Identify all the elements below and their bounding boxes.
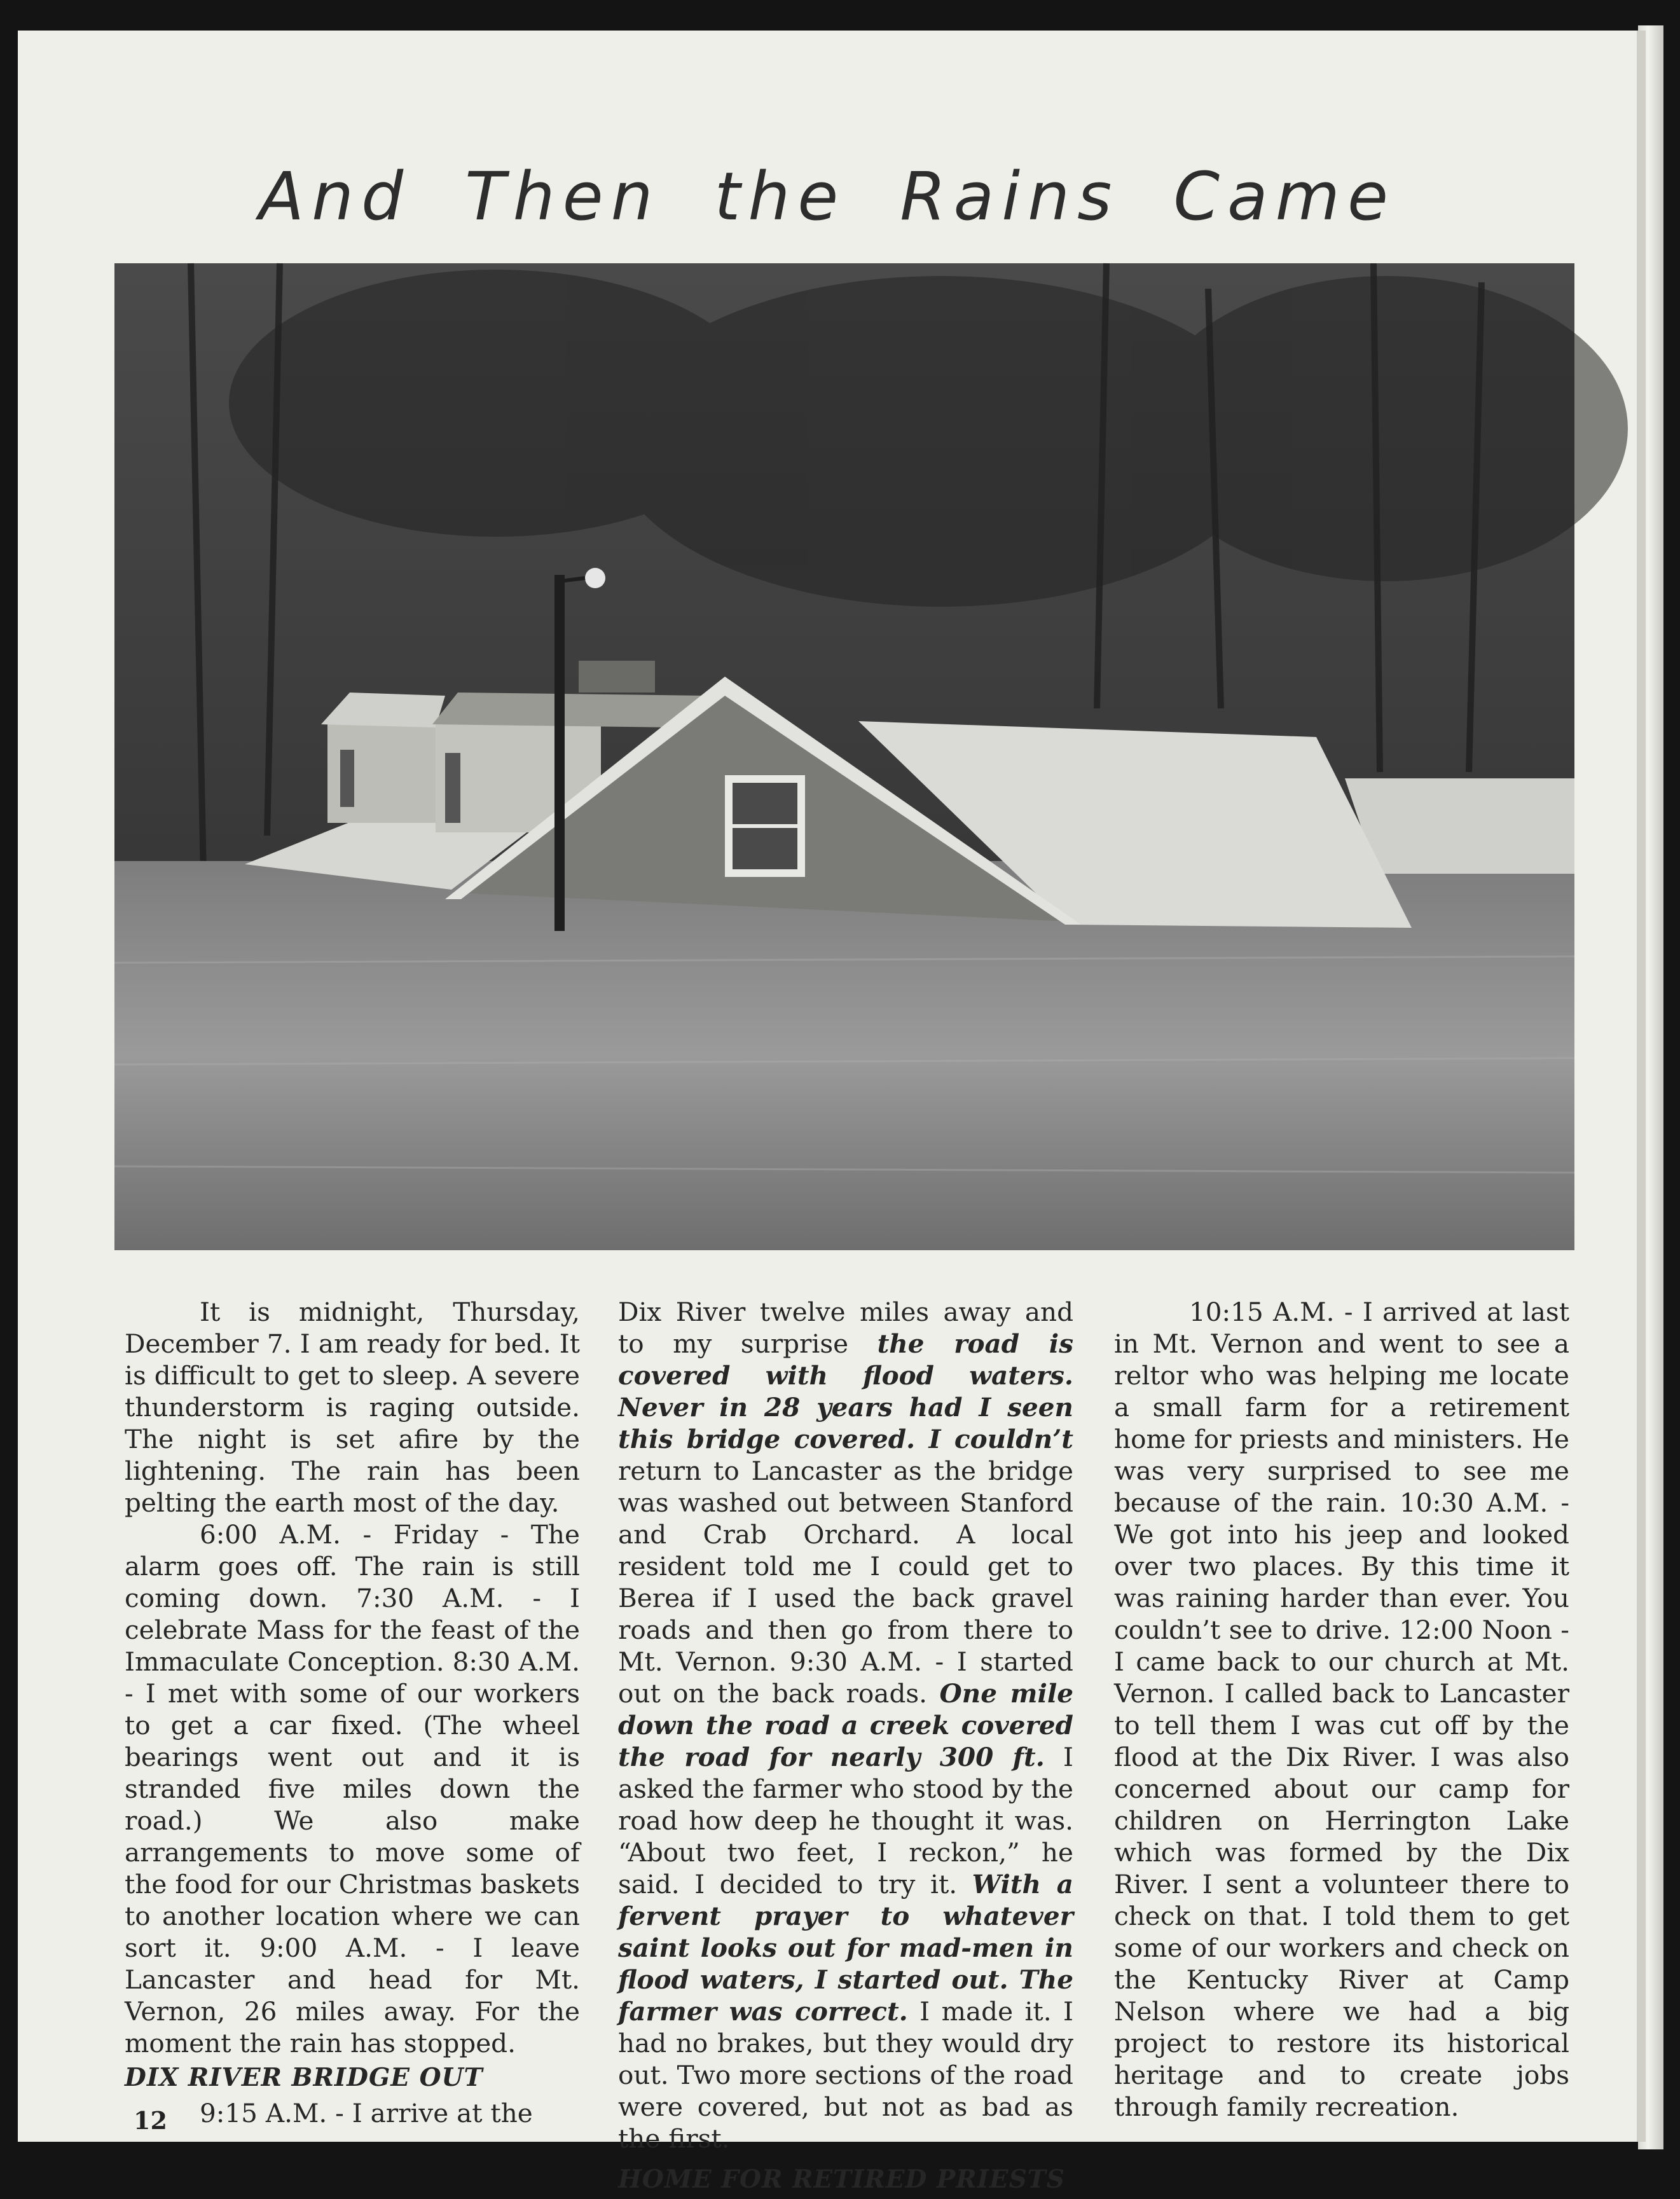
paragraph-text: 6:00 A.M. - Friday - The alarm goes off. The rain is still coming down. 7:30 A.M. - I celebrate Mass for the feast of the Immaculate Conception. 8:30 A.M. - I met with some of our workers to get a car fixed. (The wheel bearings went out and it is stranded five miles down the road.) We also make arrangements to move some of the food for our Christmas baskets to another location where we can sort it. 9:00 A.M. - I leave Lancaster and head for Mt. Vernon, 26 miles away. For the moment the rain has stopped. [125, 1519, 580, 2058]
paragraph-text: Dix River twelve miles away and to my surprise [618, 1297, 1073, 1359]
paragraph-text: I asked the farmer who stood by the road how deep he thought it was. “About two feet, I reckon,” he said. I decided to try it. [618, 1742, 1074, 1899]
flooded-house-photo [114, 263, 1574, 1250]
paragraph-text: It is midnight, Thursday, December 7. I am ready for bed. It is difficult to get to sleep. A severe thunderstorm is raging outside. The night is set afire by the lightening. The rain has been pelting the earth most of the day. [125, 1297, 580, 1518]
article-title: And Then the Rains Came [259, 158, 1396, 235]
section-heading: DIX RIVER BRIDGE OUT [125, 2063, 483, 2092]
text-column-3 [1114, 1296, 1569, 2123]
paragraph-text: 10:15 A.M. - I arrived at last in Mt. Vernon and went to see a reltor who was helping me locate a small farm for a retirement home for priests and ministers. He was very surprised to see me because of the rain. 10:30 A.M. - We got into his jeep and looked over two places. By this time it was raining harder than ever. You couldn’t see to drive. 12:00 Noon - I came back to our church at Mt. Vernon. I called back to Lancaster to tell them I was cut off by the flood at the Dix River. I was also concerned about our camp for children on Herrington Lake which was formed by the Dix River. I sent a volunteer there to check on that. I told them to get some of our workers and check on the Kentucky River at Camp Nelson where we had a big project to restore its historical heritage and to create jobs through family recreation. [1114, 1297, 1569, 2122]
paragraph-text: 9:15 A.M. - I arrive at the [200, 2098, 533, 2128]
article-paragraph [618, 1296, 1073, 2154]
article-paragraph [125, 1296, 580, 1519]
binding-edge [1637, 31, 1646, 2142]
utility-pole [554, 575, 565, 931]
section-heading: HOME FOR RETIRED PRIESTS [618, 2165, 1065, 2194]
page-number: 12 [134, 2106, 167, 2135]
article-paragraph [125, 1519, 580, 2059]
italic-text: the road is covered with flood waters. Never in 28 years had I seen this bridge covered. I couldn’t [618, 1328, 1073, 1454]
paragraph-text: return to Lancaster as the bridge was washed out between Stanford and Crab Orchard. A local resident told me I could get to Berea if I used the back gravel roads and then go from there to Mt. Vernon. 9:30 A.M. - I started out on the back roads. [618, 1456, 1073, 1709]
text-column-1 [125, 1296, 580, 2129]
italic-text: One mile down the road a creek covered the road for nearly 300 ft. [618, 1678, 1074, 1772]
text-column-2 [618, 1296, 1073, 2199]
italic-text: With a fervent prayer to whatever saint looks out for mad-men in flood waters, I started out. The farmer was correct. [618, 1869, 1074, 2027]
paragraph-text: I made it. I had no brakes, but they would dry out. Two more sections of the road were covered, but not as bad as the first. [618, 1996, 1073, 2154]
article-paragraph [1114, 1296, 1569, 2123]
roof-right [1345, 778, 1574, 874]
article-paragraph [125, 2097, 580, 2129]
magazine-page [18, 31, 1637, 2194]
